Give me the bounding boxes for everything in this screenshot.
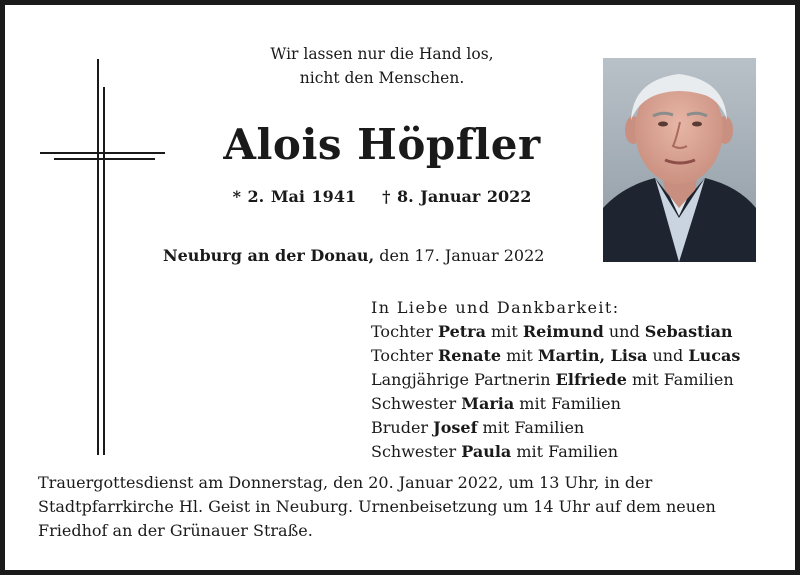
survivor-name: Maria	[461, 394, 515, 413]
life-dates	[160, 187, 604, 206]
portrait-photo	[603, 58, 756, 262]
survivors-list	[371, 296, 741, 461]
cross-vertical-line	[103, 87, 105, 455]
service-line: Stadtpfarrkirche Hl. Geist in Neuburg. Urnenbeisetzung um 14 Uhr auf dem neuen	[38, 497, 716, 516]
survivor-text: Langjährige Partnerin	[371, 370, 556, 389]
survivor-text: Schwester	[371, 394, 462, 413]
deceased-name: Alois Höpfler	[223, 120, 541, 169]
survivor-text: mit Familien	[514, 394, 621, 413]
survivor-text: Bruder	[371, 418, 434, 437]
survivor-text: Tochter	[371, 346, 438, 365]
survivor-line	[371, 416, 740, 440]
survivor-line	[371, 392, 740, 416]
quote-line: Wir lassen nur die Hand los,	[270, 45, 494, 63]
service-line: Trauergottesdienst am Donnerstag, den 20. Januar 2022, um 13 Uhr, in der	[38, 473, 653, 492]
survivor-name: Josef	[433, 418, 478, 437]
survivor-name: Paula	[461, 442, 512, 461]
survivor-line	[371, 320, 740, 344]
survivor-text: Tochter	[371, 322, 438, 341]
survivor-name: Elfriede	[555, 370, 627, 389]
survivor-name: Sebastian	[644, 322, 733, 341]
cross-horizontal-line	[54, 158, 155, 160]
service-info	[38, 471, 768, 543]
quote-line: nicht den Menschen.	[299, 69, 465, 87]
survivor-name: Lucas	[688, 346, 741, 365]
survivor-name: Petra	[437, 322, 486, 341]
survivors-intro: In Liebe und Dankbarkeit:	[371, 298, 620, 317]
survivor-line	[371, 344, 740, 368]
cross-horizontal-line	[40, 152, 165, 154]
survivor-name: Martin, Lisa	[537, 346, 648, 365]
death-date: † 8. Januar 2022	[382, 187, 532, 206]
survivor-line	[371, 368, 740, 392]
survivor-text: mit	[485, 322, 523, 341]
survivor-text: mit Familien	[626, 370, 734, 389]
place-date	[163, 246, 544, 265]
survivor-text: und	[603, 322, 645, 341]
survivor-line	[371, 440, 740, 464]
service-line: Friedhof an der Grünauer Straße.	[38, 521, 313, 540]
survivor-text: mit	[501, 346, 538, 365]
cross-vertical-line	[97, 59, 99, 455]
survivor-name: Reimund	[522, 322, 604, 341]
survivor-name: Renate	[437, 346, 502, 365]
notice-date: den 17. Januar 2022	[379, 246, 545, 265]
birth-date: * 2. Mai 1941	[232, 187, 357, 206]
survivor-text: und	[647, 346, 689, 365]
survivor-text: mit Familien	[477, 418, 585, 437]
survivor-text: Schwester	[371, 442, 462, 461]
place: Neuburg an der Donau,	[163, 246, 375, 265]
survivor-text: mit Familien	[511, 442, 619, 461]
